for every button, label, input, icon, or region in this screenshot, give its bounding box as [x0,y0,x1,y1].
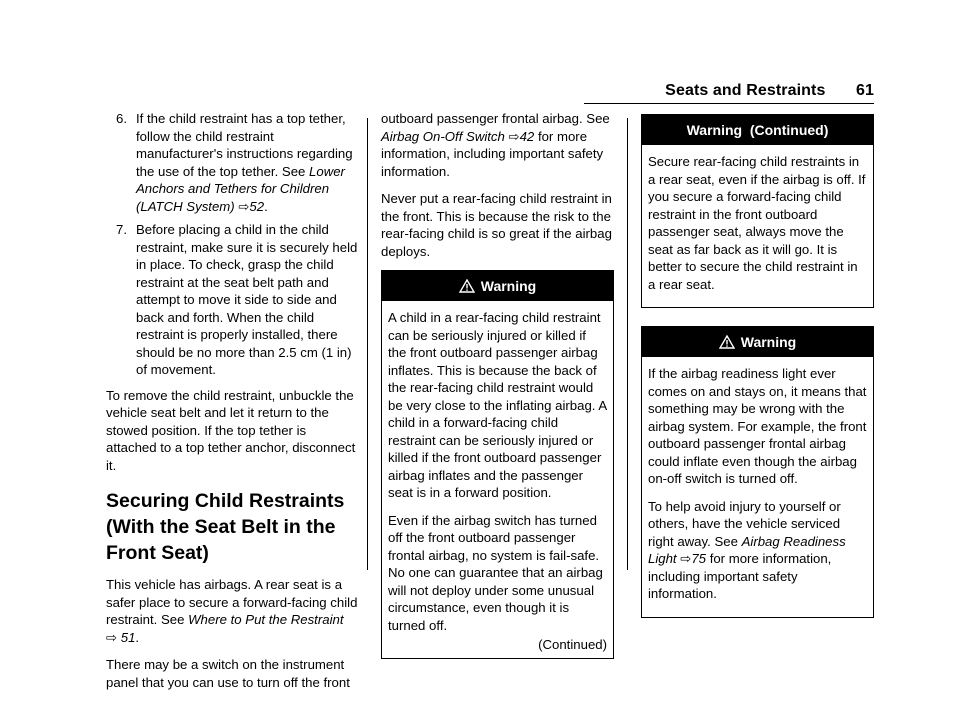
airbag-switch-link[interactable]: Airbag On-Off Switch [381,128,505,144]
continued-label: (Continued) [538,637,607,652]
warning-continued-body: Secure rear-facing child restraints in a rear seat, even if the airbag is off. If you secure a forward-facing child restraint in the front outboard passenger seat, always move the seat as far back as it will go. It is better to secure the child restraint in a rear seat. [648,154,866,292]
header-rule [584,103,874,104]
section-title: Seats and Restraints [665,82,826,99]
column-2 [381,110,614,667]
column-3 [641,114,874,626]
warning-continued-header: Warning (Continued) [642,115,873,145]
airbag-readiness-link[interactable]: Airbag Readiness Light [648,533,846,566]
warning-header: Warning [382,271,613,301]
warning-continued-box [641,114,874,308]
column-divider-2 [627,118,628,570]
warning-body: A child in a rear-facing child restraint can be seriously injured or killed if the front outboard passenger airbag inflates. This is because the back of the rear-facing child restraint would be very close to the inflating airbag. A child in a forward-facing child restraint can be seriously injured or killed if the front outboard passenger airbag inflates and the passenger seat is in a forward position. Even if the airbag switch has turned off the front outboard passenger frontal airbag, no system is fail-safe. No one can guarantee that an airbag will not deploy under some unusual circumstance, even though it is turned off. (Continued) [388,310,607,652]
page-number: 61 [856,82,874,99]
warning-triangle-icon [719,329,735,359]
para-switch: There may be a switch on the instrument panel that you can use to turn off the front [106,657,350,690]
page-header [665,82,874,100]
ref-arrow-icon: ⇨ [106,629,118,645]
section-heading: Securing Child Restraints (With the Seat Belt in the Front Seat) [106,490,345,564]
column-1 [106,110,358,701]
warning-body: If the airbag readiness light ever comes on and stays on, it means that something may be wrong with the airbag system. For example, the front outboard passenger frontal airbag could inflate even though the airbag on-off switch is turned off. To help avoid injury to yourself or others, have the vehicle serviced right away. See Airbag Readiness Light ⇨75 for more information, including important safety information. [648,366,867,601]
warning-box-1 [381,270,614,659]
ref-arrow-icon: ⇨ [680,551,692,566]
warning-box-2 [641,326,874,618]
para-outboard: outboard passenger frontal airbag. See Airbag On-Off Switch ⇨42 for more information, including important safety information. [381,111,610,179]
para-airbags: This vehicle has airbags. A rear seat is a safer place to secure a forward-facing child restraint. See Where to Put the Restraint ⇨ 51. [106,577,358,645]
ref-arrow-icon: ⇨ [238,198,250,214]
step-list [106,110,358,379]
step-7: 7. Before placing a child in the child restraint, make sure it is securely held in place. To check, grasp the child restraint at the seat belt path and attempt to move it side to side and back and forth. When the child restraint is properly installed, there should be no more than 2.5 cm (1 in) of movement. [116,222,358,377]
latch-link[interactable]: Lower Anchors and Tethers for Children (LATCH System) [136,163,345,214]
warning-header: Warning [642,327,873,357]
column-divider-1 [367,118,368,570]
para-never: Never put a rear-facing child restraint in the front. This is because the risk to the rear-facing child is so great if the airbag deploys. [381,191,612,259]
step-6: 6. If the child restraint has a top tether, follow the child restraint manufacturer's instructions regarding the use of the top tether. See Lower Anchors and Tethers for Children (LATCH System) ⇨52. [116,111,353,214]
ref-arrow-icon: ⇨ [508,128,520,144]
warning-triangle-icon [459,273,475,303]
where-to-put-link[interactable]: Where to Put the Restraint [188,612,344,627]
para-remove-restraint: To remove the child restraint, unbuckle the vehicle seat belt and let it return to the stowed position. If the top tether is attached to a top tether anchor, disconnect it. [106,387,356,473]
